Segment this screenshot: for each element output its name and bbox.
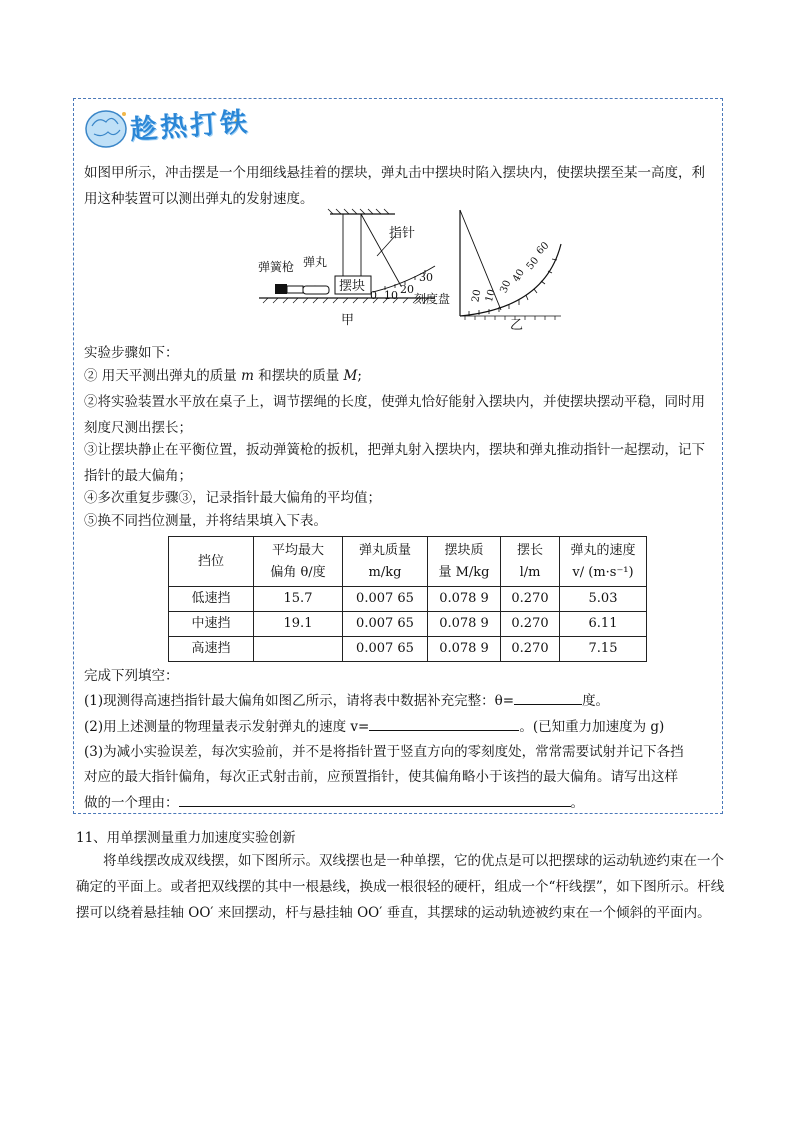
header-cell: 挡位	[169, 537, 254, 587]
header-cell: 摆长 l/m	[501, 537, 560, 587]
header-cell: 平均最大 偏角 θ/度	[254, 537, 343, 587]
table-cell: 0.007 65	[343, 587, 428, 612]
section-11-body: 将单线摆改成双线摆，如下图所示。双线摆也是一种单摆，它的优点是可以把摆球的运动轨迹约束在一个确定的平面上。或者把双线摆的其中一根悬线，换成一根很轻的硬杆，组成一个“杆线摆”，如下图所示。杆线摆可以绕着悬挂轴 OO′ 来回摆动，杆与悬挂轴 OO′ 垂直，其摆球的运动轨迹被约束在一个倾斜的平面内。	[76, 853, 725, 921]
gun-handle	[275, 284, 287, 294]
step-4: ④多次重复步骤③，记录指针最大偏角的平均值；	[84, 490, 381, 506]
yi-tick-50: 50	[524, 255, 542, 273]
table-cell: 低速挡	[169, 587, 254, 612]
table-row	[169, 612, 647, 637]
steps-title: 实验步骤如下：	[84, 345, 179, 361]
table-cell: 19.1	[254, 612, 343, 637]
label-spring-gun: 弹簧枪	[258, 260, 295, 274]
table-cell: 0.270	[501, 637, 560, 662]
table-row	[169, 637, 647, 662]
table-cell-empty	[254, 637, 343, 662]
data-table	[168, 536, 647, 662]
table-cell: 0.078 9	[428, 637, 501, 662]
tick-20: 20	[400, 283, 414, 296]
answer-blank-1[interactable]	[514, 690, 582, 705]
table-cell: 7.15	[560, 637, 647, 662]
question-3-line-3: 做的一个理由： 。	[84, 792, 584, 813]
step-5: ⑤换不同挡位测量，并将结果填入下表。	[84, 513, 327, 529]
step-2: ②将实验装置水平放在桌子上，调节摆绳的长度，使弹丸恰好能射入摆块内，并使摆块摆动平稳，同时用刻度尺测出摆长；	[84, 394, 705, 436]
logo-title: 趁热打铁	[129, 106, 251, 146]
yi-tick-60: 60	[534, 240, 552, 258]
table-cell: 中速挡	[169, 612, 254, 637]
table-cell: 0.270	[501, 587, 560, 612]
table-cell: 高速挡	[169, 637, 254, 662]
question-3-line-1: (3)为减小实验误差，每次实验前，并不是将指针置于竖直方向的零刻度处，常常需要试射并记下各挡	[84, 744, 684, 760]
label-bullet: 弹丸	[303, 255, 328, 269]
yi-tick-40: 40	[510, 267, 527, 285]
tick-0: 0	[370, 289, 377, 302]
tick-30: 30	[419, 271, 433, 284]
question-1: (1)现测得高速挡指针最大偏角如图乙所示，请将表中数据补充完整：θ= 度。	[84, 690, 609, 711]
answer-blank-3[interactable]	[179, 792, 571, 807]
header-cell: 摆块质 量 M/kg	[428, 537, 501, 587]
table-cell: 0.007 65	[343, 612, 428, 637]
label-dial: 刻度盘	[414, 292, 451, 306]
intro-text: 如图甲所示，冲击摆是一个用细线悬挂着的摆块，弹丸击中摆块时陷入摆块内，使摆块摆至某一高度，利用这种装置可以测出弹丸的发射速度。	[84, 165, 705, 207]
label-block: 摆块	[339, 279, 366, 294]
section-11-title: 11、用单摆测量重力加速度实验创新	[76, 830, 296, 846]
yi-tick-20: 20	[470, 288, 484, 304]
tick-10: 10	[384, 289, 398, 302]
question-3-line-2: 对应的最大指针偏角，每次正式射击前，应预置指针，使其偏角略小于该挡的最大偏角。请写出这样	[84, 769, 678, 785]
bullet	[303, 286, 329, 294]
gun-body	[287, 286, 303, 293]
caption-jia: 甲	[341, 313, 355, 328]
table-cell: 15.7	[254, 587, 343, 612]
header-cell: 弹丸的速度 v/ (m·s⁻¹)	[560, 537, 647, 587]
table-cell: 5.03	[560, 587, 647, 612]
label-pointer: 指针	[389, 226, 416, 241]
question-2: (2)用上述测量的物理量表示发射弹丸的速度 v= 。(已知重力加速度为 g)	[84, 716, 664, 737]
answer-blank-2[interactable]	[369, 716, 519, 731]
table-row	[169, 587, 647, 612]
table-header-row	[169, 537, 647, 587]
table-cell: 0.270	[501, 612, 560, 637]
yi-tick-10: 10	[483, 288, 498, 304]
header-cell: 弹丸质量 m/kg	[343, 537, 428, 587]
table-cell: 0.078 9	[428, 612, 501, 637]
caption-yi: 乙	[510, 318, 524, 333]
questions-title: 完成下列填空：	[84, 668, 179, 684]
table-cell: 0.078 9	[428, 587, 501, 612]
step-3: ③让摆块静止在平衡位置，扳动弹簧枪的扳机，把弹丸射入摆块内，摆块和弹丸推动指针一起摆动，记下指针的最大偏角；	[84, 442, 705, 484]
yi-tick-30: 30	[498, 278, 514, 295]
table-cell: 6.11	[560, 612, 647, 637]
table-cell: 0.007 65	[343, 637, 428, 662]
step-1: ② 用天平测出弹丸的质量 m 和摆块的质量 M;	[84, 368, 362, 384]
